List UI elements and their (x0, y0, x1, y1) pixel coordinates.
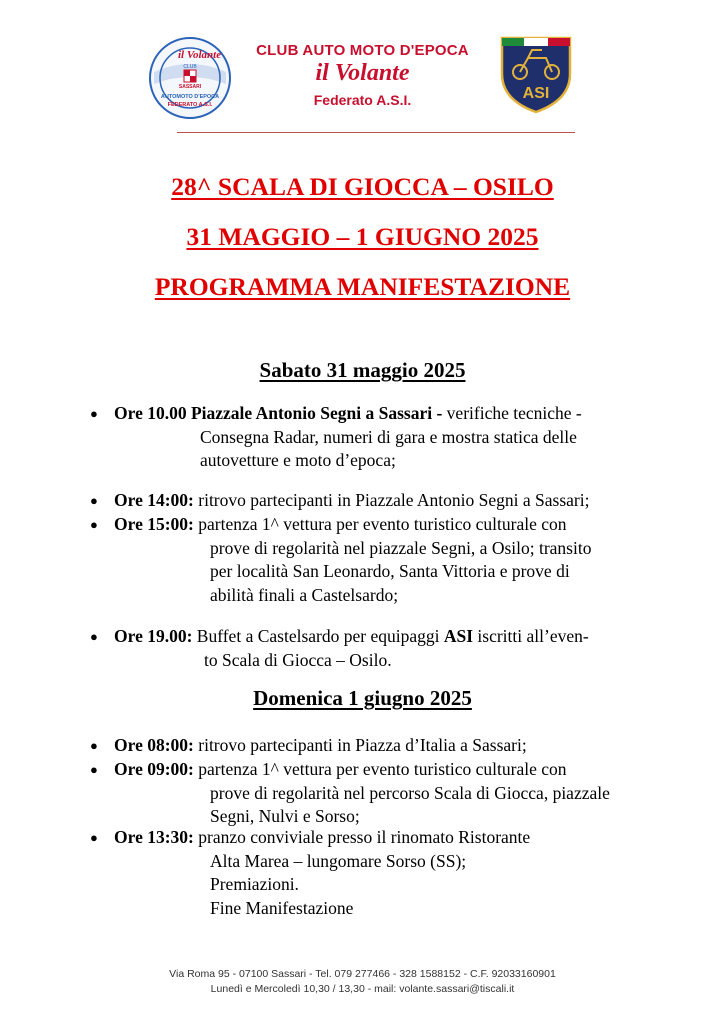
program-item (90, 625, 680, 673)
program-item (90, 734, 680, 758)
item-time: Ore 10.00 (114, 403, 187, 423)
bullet-icon: ● (90, 762, 98, 777)
item-text: prove di regolarità nel piazzale Segni, a Osilo; transito (210, 537, 592, 558)
asi-shield-logo (498, 34, 574, 114)
item-text: ritrovo partecipanti in Piazzale Antonio Segni a Sassari; (193, 490, 590, 510)
day-heading-saturday: Sabato 31 maggio 2025 (259, 358, 466, 382)
bullet-icon: ● (90, 738, 98, 753)
item-text: Premiazioni. (210, 874, 299, 894)
bullet-icon: ● (90, 830, 98, 845)
bullet-icon: ● (90, 517, 98, 532)
item-text: Consegna Radar, numeri di gara e mostra statica delle (200, 426, 577, 447)
item-text: partenza 1^ vettura per evento turistico culturale con (193, 514, 567, 534)
bullet-icon: ● (90, 493, 98, 508)
asi-shield-text: ASI (522, 85, 550, 102)
item-text: Buffet a Castelsardo per equipaggi (192, 626, 444, 646)
day-heading-sunday: Domenica 1 giugno 2025 (253, 686, 472, 710)
item-text: per località San Leonardo, Santa Vittoria e prove di (210, 561, 570, 581)
item-text: pranzo conviviale presso il rinomato Ristorante (193, 827, 531, 847)
program-item (90, 758, 680, 830)
logo-left-title: il Volante (178, 49, 222, 61)
item-place: Piazzale Antonio Segni a Sassari - (186, 403, 443, 423)
item-text: verifiche tecniche - (442, 403, 582, 423)
logo-left-city: SASSARI (178, 84, 202, 90)
item-text: ritrovo partecipanti in Piazza d’Italia a Sassari; (193, 735, 527, 755)
logo-left-club: CLUB (183, 64, 197, 70)
item-text: abilità finali a Castelsardo; (210, 584, 399, 605)
event-title: 28^ SCALA DI GIOCCA – OSILO (171, 172, 554, 201)
program-item (90, 826, 680, 921)
item-time: Ore 14:00: (114, 490, 194, 510)
item-highlight: ASI (443, 626, 474, 646)
item-time: Ore 08:00: (114, 735, 194, 755)
footer-contact: Lunedì e Mercoledì 10,30 / 13,30 - mail: volante.sassari@tiscali.it (210, 983, 515, 995)
item-time: Ore 09:00: (114, 759, 194, 779)
item-text: iscritti all’even- (473, 626, 589, 646)
item-text: partenza 1^ vettura per evento turistico culturale con (193, 759, 567, 779)
item-time: Ore 13:30: (114, 827, 194, 847)
header-divider (177, 132, 575, 133)
item-time: Ore 19.00: (114, 626, 193, 646)
club-name: CLUB AUTO MOTO D'EPOCA (256, 42, 469, 59)
item-text: Alta Marea – lungomare Sorso (SS); (210, 850, 467, 871)
program-title: PROGRAMMA MANIFESTAZIONE (154, 272, 571, 301)
item-time: Ore 15:00: (114, 514, 194, 534)
club-title: il Volante (315, 60, 410, 86)
item-text: Fine Manifestazione (210, 897, 354, 918)
item-text: to Scala di Giocca – Osilo. (204, 649, 392, 670)
item-text: prove di regolarità nel percorso Scala di Giocca, piazzale (210, 782, 610, 803)
program-item (90, 489, 680, 513)
bullet-icon: ● (90, 406, 98, 421)
logo-left-fed: FEDERATO A.S.I. (167, 102, 213, 108)
club-federation: Federato A.S.I. (313, 92, 412, 108)
program-item (90, 513, 680, 608)
footer-address: Via Roma 95 - 07100 Sassari - Tel. 079 277466 - 328 1588152 - C.F. 92033160901 (169, 968, 556, 980)
logo-left-epoca: AUTOMOTO D'EPOCA (160, 94, 220, 100)
program-item (90, 402, 680, 472)
item-text: autovetture e moto d’epoca; (200, 450, 396, 470)
event-dates: 31 MAGGIO – 1 GIUGNO 2025 (186, 222, 539, 251)
item-text: Segni, Nulvi e Sorso; (210, 806, 360, 826)
bullet-icon: ● (90, 629, 98, 644)
